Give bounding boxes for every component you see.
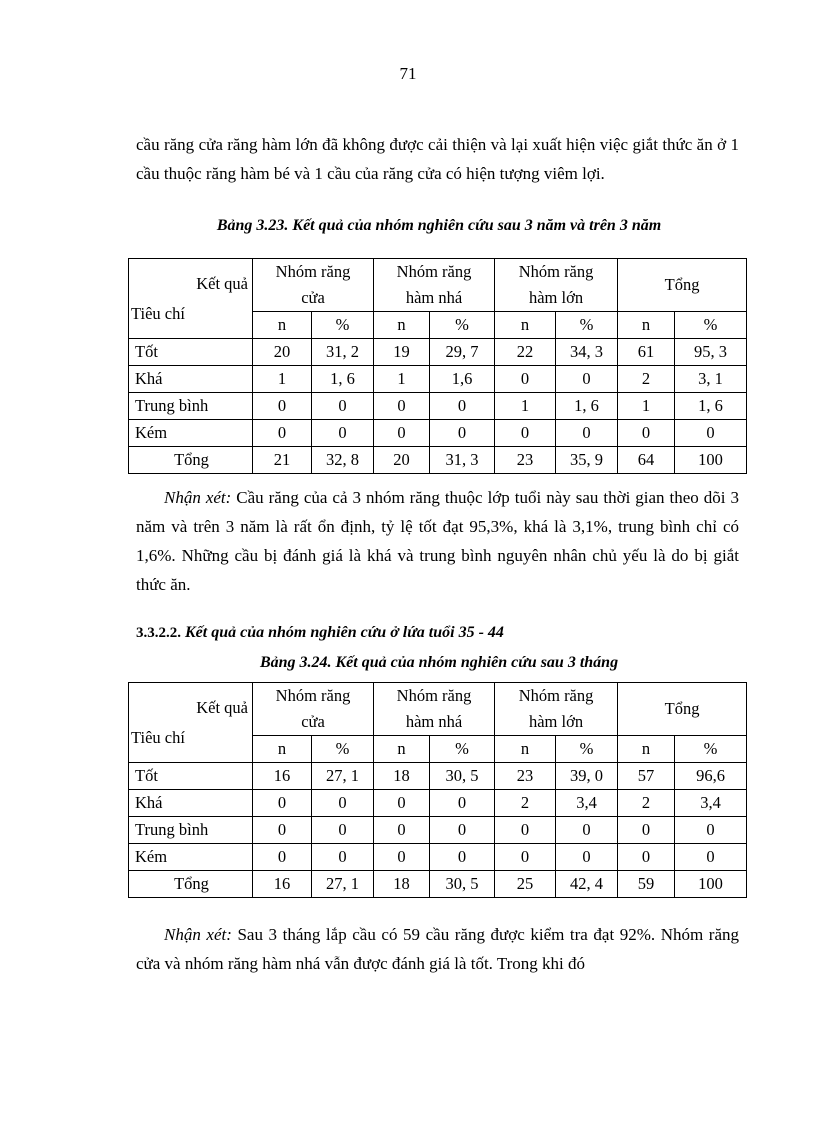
table-cell: 0 (675, 844, 747, 871)
table-cell: 1 (495, 393, 556, 420)
table2-group-cua: Nhóm răng cửa (253, 683, 374, 736)
table-cell: 96,6 (675, 763, 747, 790)
table2-sub-pct: % (312, 736, 374, 763)
table-cell: 27, 1 (312, 871, 374, 898)
table-row (129, 844, 747, 871)
table-cell: 0 (374, 817, 430, 844)
table-cell: 29, 7 (430, 339, 495, 366)
table-cell: 0 (374, 393, 430, 420)
table1-caption: Bảng 3.23. Kết quả của nhóm nghiên cứu sau 3 năm và trên 3 năm (216, 217, 662, 234)
table-cell: 0 (495, 420, 556, 447)
table2-caption: Bảng 3.24. Kết quả của nhóm nghiên cứu sau 3 tháng (259, 654, 619, 671)
section-title: Kết quả của nhóm nghiên cứu ở lứa tuổi 35 - 44 (181, 624, 504, 641)
table-cell: 0 (374, 844, 430, 871)
table-cell: 2 (618, 366, 675, 393)
table-row (129, 339, 747, 366)
table-cell: 0 (495, 844, 556, 871)
table2-group-ham-lon: Nhóm răng hàm lớn (495, 683, 618, 736)
table-cell: 0 (618, 420, 675, 447)
table-cell: 0 (675, 420, 747, 447)
table2-corner-bottom: Tiêu chí (131, 727, 185, 747)
table2-sub-n: n (374, 736, 430, 763)
table2-sub-pct: % (430, 736, 495, 763)
table-cell: 0 (312, 817, 374, 844)
row-label-total: Tổng (129, 871, 253, 898)
table-cell: 95, 3 (675, 339, 747, 366)
remark2-text: Sau 3 tháng lắp cầu có 59 cầu răng được kiểm tra đạt 92%. Nhóm răng cửa và nhóm răng hàm nhá vẫn được đánh giá là tốt. Trong khi đó (136, 925, 739, 973)
table-cell: 39, 0 (556, 763, 618, 790)
table-cell: 3,4 (675, 790, 747, 817)
table-cell: 2 (618, 790, 675, 817)
table-cell: 0 (374, 420, 430, 447)
table-cell: 0 (253, 817, 312, 844)
table1 (128, 258, 747, 474)
row-label: Tốt (129, 339, 253, 366)
table-cell: 25 (495, 871, 556, 898)
table-cell: 64 (618, 447, 675, 474)
table-cell: 23 (495, 763, 556, 790)
remark1-label: Nhận xét: (164, 488, 232, 507)
table-cell: 16 (253, 871, 312, 898)
table-cell: 16 (253, 763, 312, 790)
table-cell: 19 (374, 339, 430, 366)
table2-sub-n: n (618, 736, 675, 763)
table-cell: 0 (253, 393, 312, 420)
table-cell: 3,4 (556, 790, 618, 817)
row-label: Trung bình (129, 817, 253, 844)
table-cell: 32, 8 (312, 447, 374, 474)
table-row (129, 817, 747, 844)
table-cell: 57 (618, 763, 675, 790)
table-cell: 0 (618, 817, 675, 844)
table1-sub-pct: % (430, 312, 495, 339)
table-cell: 0 (312, 844, 374, 871)
table-cell: 0 (312, 790, 374, 817)
table-cell: 0 (556, 817, 618, 844)
table1-group-ham-nha: Nhóm răng hàm nhá (374, 259, 495, 312)
remark1-paragraph (136, 483, 739, 599)
table1-group-cua: Nhóm răng cửa (253, 259, 374, 312)
page-number: 71 (399, 64, 417, 83)
section-number: 3.3.2.2. (136, 625, 181, 641)
table-cell: 20 (253, 339, 312, 366)
table-row (129, 420, 747, 447)
table-cell: 2 (495, 790, 556, 817)
row-label: Kém (129, 420, 253, 447)
table-cell: 23 (495, 447, 556, 474)
remark1-text: Cầu răng của cả 3 nhóm răng thuộc lớp tuổi này sau thời gian theo dõi 3 năm và trên 3 năm là rất ổn định, tỷ lệ tốt đạt 95,3%, khá là 3,1%, trung bình chỉ có 1,6%. Những cầu bị đánh giá là khá và trung bình nguyên nhân chủ yếu là do bị giắt thức ăn. (136, 488, 739, 594)
table-cell: 1, 6 (675, 393, 747, 420)
row-label: Khá (129, 366, 253, 393)
table1-sub-pct: % (556, 312, 618, 339)
table-cell: 61 (618, 339, 675, 366)
table-cell: 1 (253, 366, 312, 393)
table2-group-tong: Tổng (618, 683, 747, 736)
table-cell: 0 (430, 844, 495, 871)
table-cell: 27, 1 (312, 763, 374, 790)
intro-paragraph: cầu răng cửa răng hàm lớn đã không được cải thiện và lại xuất hiện việc giắt thức ăn ở 1 cầu thuộc răng hàm bé và 1 cầu của răng cửa có hiện tượng viêm lợi. (136, 135, 739, 183)
table-cell: 100 (675, 871, 747, 898)
table1-corner-top: Kết quả (196, 273, 248, 293)
section-heading (136, 624, 504, 642)
table-cell: 3, 1 (675, 366, 747, 393)
table-cell: 0 (430, 420, 495, 447)
table-cell: 0 (556, 420, 618, 447)
table-cell: 31, 3 (430, 447, 495, 474)
table-cell: 0 (556, 366, 618, 393)
remark2-paragraph (136, 920, 739, 978)
table-cell: 18 (374, 871, 430, 898)
table-cell: 30, 5 (430, 871, 495, 898)
row-label-total: Tổng (129, 447, 253, 474)
row-label: Trung bình (129, 393, 253, 420)
table-cell: 42, 4 (556, 871, 618, 898)
table-row (129, 366, 747, 393)
table-cell: 59 (618, 871, 675, 898)
table-row (129, 393, 747, 420)
table-cell: 1 (374, 366, 430, 393)
table-cell: 20 (374, 447, 430, 474)
row-label: Tốt (129, 763, 253, 790)
table1-corner-cell (129, 259, 253, 339)
table2-corner-cell (129, 683, 253, 763)
row-label: Kém (129, 844, 253, 871)
table-cell: 18 (374, 763, 430, 790)
table-cell: 1, 6 (312, 366, 374, 393)
table-cell: 0 (495, 366, 556, 393)
table-cell: 0 (253, 790, 312, 817)
table-cell: 30, 5 (430, 763, 495, 790)
table2-corner-top: Kết quả (196, 697, 248, 717)
table-cell: 0 (556, 844, 618, 871)
table-cell: 0 (430, 817, 495, 844)
table-cell: 100 (675, 447, 747, 474)
table-cell: 0 (312, 393, 374, 420)
table1-group-ham-lon: Nhóm răng hàm lớn (495, 259, 618, 312)
table-cell: 35, 9 (556, 447, 618, 474)
table1-corner-bottom: Tiêu chí (131, 303, 185, 323)
table1-sub-n: n (618, 312, 675, 339)
table-cell: 0 (312, 420, 374, 447)
table-cell: 0 (430, 790, 495, 817)
table-row (129, 871, 747, 898)
table-row (129, 447, 747, 474)
table-cell: 1 (618, 393, 675, 420)
table-cell: 34, 3 (556, 339, 618, 366)
table2 (128, 682, 747, 898)
table-cell: 0 (675, 817, 747, 844)
table1-sub-n: n (374, 312, 430, 339)
table-cell: 0 (253, 844, 312, 871)
table-cell: 31, 2 (312, 339, 374, 366)
row-label: Khá (129, 790, 253, 817)
table1-sub-n: n (495, 312, 556, 339)
table2-sub-pct: % (556, 736, 618, 763)
table2-sub-n: n (253, 736, 312, 763)
table1-group-tong: Tổng (618, 259, 747, 312)
table-cell: 0 (253, 420, 312, 447)
table-cell: 1,6 (430, 366, 495, 393)
table-cell: 0 (495, 817, 556, 844)
table2-sub-pct: % (675, 736, 747, 763)
table-row (129, 790, 747, 817)
table-cell: 22 (495, 339, 556, 366)
table2-group-ham-nha: Nhóm răng hàm nhá (374, 683, 495, 736)
table2-sub-n: n (495, 736, 556, 763)
table-cell: 0 (618, 844, 675, 871)
table-row (129, 763, 747, 790)
table-cell: 1, 6 (556, 393, 618, 420)
table-cell: 0 (430, 393, 495, 420)
table1-sub-pct: % (312, 312, 374, 339)
table-cell: 0 (374, 790, 430, 817)
table1-sub-n: n (253, 312, 312, 339)
table1-sub-pct: % (675, 312, 747, 339)
table-cell: 21 (253, 447, 312, 474)
remark2-label: Nhận xét: (164, 925, 232, 944)
